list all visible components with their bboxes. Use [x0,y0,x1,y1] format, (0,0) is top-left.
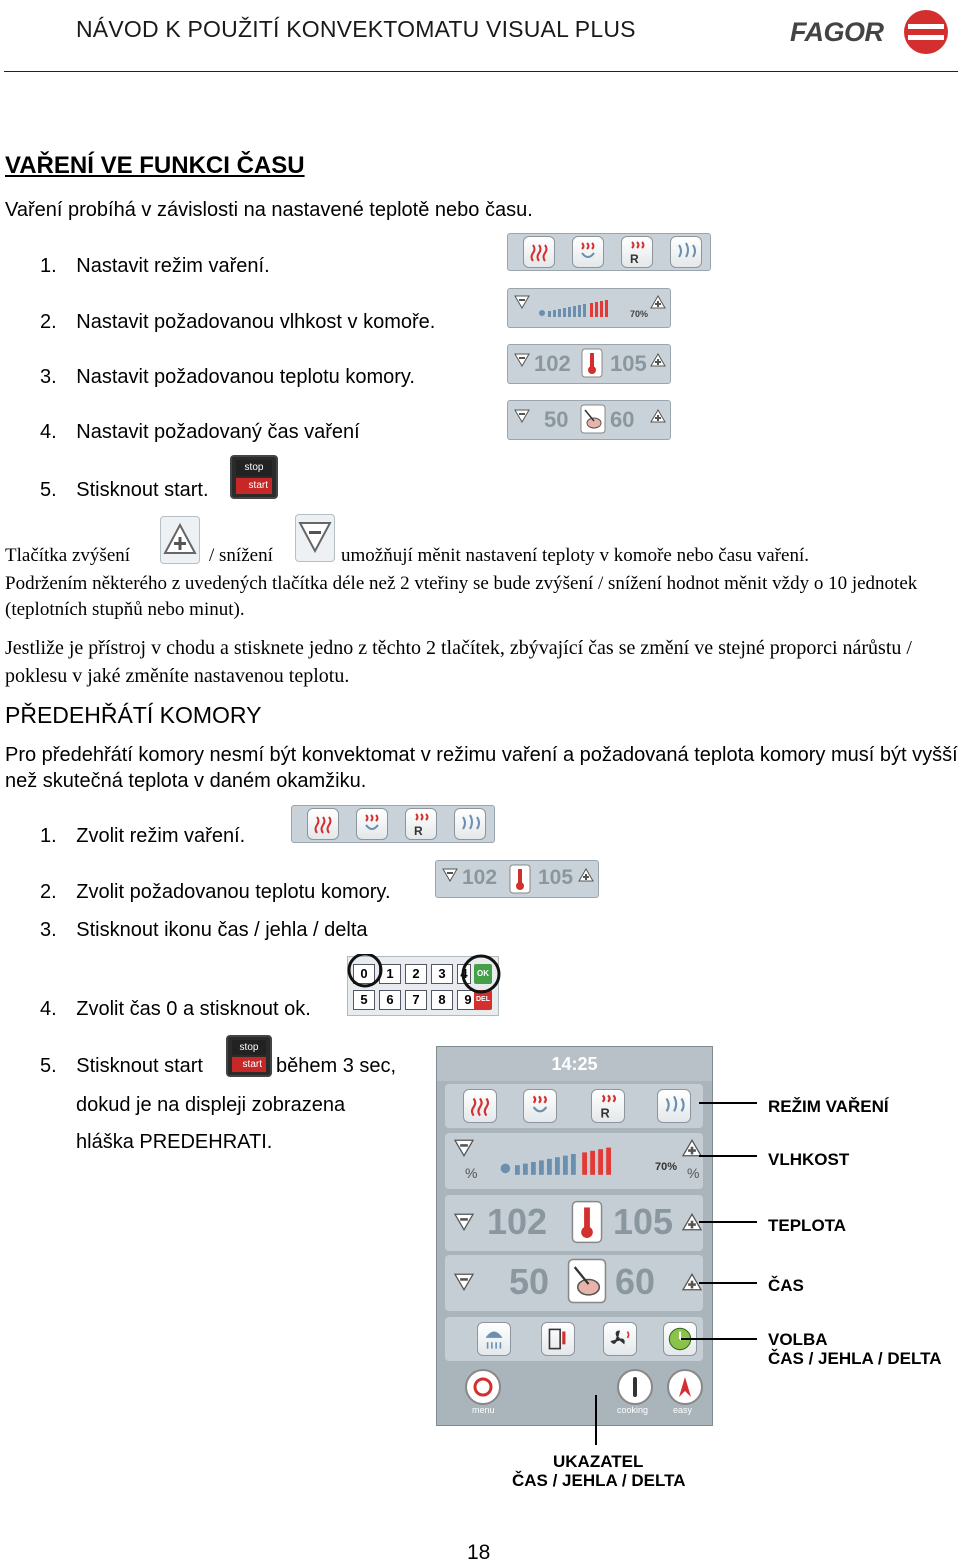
leader-line [699,1155,757,1157]
leader-line-vertical [595,1395,597,1445]
keypad-key-label: 5 [353,990,375,1010]
menu-icon [465,1369,501,1405]
step-1 [40,255,270,278]
step-number: 5. [40,479,57,501]
easy-label: easy [673,1405,693,1415]
buttons-sentence-part2: / snížení [209,545,273,566]
temperature-actual-value: 105 [613,1201,674,1242]
logo-text: FAGOR [790,17,884,47]
step-number: 2. [40,881,57,903]
function-row [445,1317,703,1361]
keypad-key-label: 2 [405,964,427,984]
buttons-sentence-part1: Tlačítka zvýšení [5,545,131,566]
stop-start-button-image [230,455,278,499]
fan-icon [603,1322,637,1356]
step-number: 1. [40,255,57,277]
keypad-key-label: 9 [457,990,479,1010]
increase-icon [650,409,666,423]
step-3 [40,366,415,389]
temperature-actual-value: 105 [538,866,574,889]
step-text: Zvolit čas 0 a stisknout ok. [76,998,311,1020]
increase-button-image [160,516,200,564]
convection-mode-icon [463,1089,497,1123]
decrease-icon [514,295,530,309]
temperature-actual-value: 105 [610,351,647,376]
time-probe-icon [580,404,606,434]
temperature-strip [507,344,671,384]
step-text: Nastavit požadovaný čas vaření [76,421,360,443]
callout-mode: REŽIM VAŘENÍ [768,1097,889,1116]
paragraph-hold-buttons: Podržením některého z uvedených tlačítka déle než 2 vteřiny se bude zvýšení / snížení hodnot měnit vždy o 10 jednotek (teplotních stupňů nebo minut). [5,573,918,620]
control-panel-image [436,1046,713,1426]
combi-mode-icon [572,236,604,268]
leader-line [699,1282,757,1284]
time-actual-value: 60 [610,407,635,432]
step-text: Nastavit režim vaření. [76,255,270,277]
callout-temperature: TEPLOTA [768,1216,847,1235]
fagor-logo [790,8,958,58]
callout-indicator-line2: ČAS / JEHLA / DELTA [512,1471,686,1490]
mode-icons-strip [507,233,711,271]
keypad-key-label: 7 [405,990,427,1010]
step-text: Nastavit požadovanou teplotu komory. [76,366,415,388]
humidity-bar-icon [499,1145,659,1179]
steam-mode-icon [657,1089,691,1123]
callout-choice-line2: ČAS / JEHLA / DELTA [768,1349,942,1368]
preheat-step-4 [40,998,311,1021]
keypad-ok-key: OK [474,964,492,984]
shower-icon [477,1322,511,1356]
increase-icon [578,868,594,882]
temperature-set-value: 102 [487,1201,548,1242]
regeneration-mode-icon [591,1089,625,1123]
leader-line [699,1102,757,1104]
time-probe-icon [567,1257,607,1305]
keypad-key-label: 3 [431,964,453,984]
mode-row [445,1084,703,1128]
section-heading-cooking-time: VAŘENÍ VE FUNKCI ČASU [5,152,305,179]
decrease-icon [453,1139,475,1157]
mode-icons-strip [291,805,495,843]
start-label: start [236,478,272,494]
keypad-key-label: 8 [431,990,453,1010]
preheat-intro: Pro předehřátí komory nesmí být konvektomat v režimu vaření a požadovaná teplota komory musí být vyšší než skutečná teplota v daném okamžiku. [5,744,958,792]
step-number: 4. [40,998,57,1020]
preheat-step5-line3: hláška PREDEHRATI. [76,1131,273,1153]
preheat-step-3 [40,919,368,942]
decrease-button-image [295,514,335,562]
preheat-step5-line2: dokud je na displeji zobrazena [76,1094,346,1116]
steam-mode-icon [670,236,702,268]
stop-label: stop [232,1040,266,1055]
step-5 [40,479,209,502]
time-row [445,1255,703,1311]
temperature-set-value: 102 [534,351,571,376]
decrease-icon [453,1213,475,1231]
cooking-icon [617,1369,653,1405]
time-set-value: 50 [509,1261,550,1302]
fagor-logo-mark [902,8,950,56]
preheat-step5-tail: během 3 sec, [276,1055,397,1077]
increase-icon [650,295,666,309]
callout-humidity: VLHKOST [768,1150,850,1169]
clock-display: 14:25 [551,1054,598,1074]
combi-mode-icon [523,1089,557,1123]
step-number: 5. [40,1055,57,1077]
combi-mode-icon [356,808,388,840]
stop-start-button-image [226,1035,272,1077]
thermometer-icon [509,864,531,894]
page-number: 18 [467,1541,491,1564]
step-text: Stisknout start. [76,479,209,501]
keypad-del-key: DEL [474,990,492,1010]
paragraph-running: Jestliže je přístroj v chodu a stisknete jedno z těchto 2 tlačítek, zbývající čas se změní ve stejné proporci nárůstu / poklesu v jaké změníte nastavenou teplotu. [5,637,912,687]
vent-door-icon [541,1322,575,1356]
svg-text:R: R [630,252,639,266]
decrease-icon [442,868,458,882]
decrease-icon [453,1273,475,1291]
keypad-key-label: 1 [379,964,401,984]
convection-mode-icon [307,808,339,840]
buttons-sentence-part3: umožňují měnit nastavení teploty v komoře nebo času vaření. [341,545,810,566]
preheat-step-1 [40,825,245,848]
callout-time: ČAS [768,1276,804,1295]
time-actual-value: 60 [615,1261,656,1302]
preheat-step-5 [40,1055,203,1078]
callout-choice-line1: VOLBA [768,1330,828,1349]
menu-label: menu [472,1405,495,1415]
step-text: Stisknout start [76,1055,203,1077]
step-text: Zvolit režim vaření. [76,825,246,847]
regeneration-mode-icon [621,236,653,268]
thermometer-icon [581,348,603,378]
cooking-label: cooking [617,1405,649,1415]
decrease-icon [514,409,530,423]
step-4 [40,421,360,444]
step-text: Stisknout ikonu čas / jehla / delta [76,919,368,941]
humidity-percent-small: 70% [630,309,649,319]
step-number: 3. [40,919,57,941]
step-number: 1. [40,825,57,847]
thermometer-icon [571,1199,603,1245]
humidity-row [445,1133,703,1189]
temperature-strip [435,860,599,898]
regeneration-mode-icon [405,808,437,840]
preheat-step-2 [40,881,391,904]
step-number: 2. [40,311,57,333]
convection-mode-icon [523,236,555,268]
time-set-value: 50 [544,407,569,432]
step-text: Zvolit požadovanou teplotu komory. [76,881,391,903]
header-rule [4,71,958,72]
start-label: start [232,1057,266,1072]
leader-line [699,1221,757,1223]
temperature-row [445,1195,703,1251]
leader-line [681,1338,757,1340]
callout-indicator-line1: UKAZATEL [553,1452,644,1471]
keypad-key-label: 4 [457,964,471,984]
highlight-circles-icon [343,954,503,1016]
decrease-icon [514,353,530,367]
svg-text:R: R [414,824,423,838]
clock-bar [437,1047,712,1081]
time-strip [507,400,671,440]
section-intro: Vaření probíhá v závislosti na nastavené teplotě nebo času. [5,199,533,221]
keypad-key-label: 0 [353,964,375,984]
mode-r-letter: R [600,1105,610,1121]
easy-icon [667,1369,703,1405]
increase-icon [650,353,666,367]
temperature-set-value: 102 [462,866,498,889]
step-text: Nastavit požadovanou vlhkost v komoře. [76,311,436,333]
step-2 [40,311,435,334]
step-number: 3. [40,366,57,388]
step-number: 4. [40,421,57,443]
percent-sign: % [687,1165,700,1181]
section-heading-preheat: PŘEDEHŘÁTÍ KOMORY [5,702,262,728]
percent-sign: % [465,1165,478,1181]
stop-label: stop [236,460,272,476]
humidity-bar-icon [538,299,638,319]
humidity-percent: 70% [655,1161,678,1173]
keypad-key-label: 6 [379,990,401,1010]
humidity-strip [507,288,671,328]
document-title: NÁVOD K POUŽITÍ KONVEKTOMATU VISUAL PLUS [76,16,636,42]
steam-mode-icon [454,808,486,840]
